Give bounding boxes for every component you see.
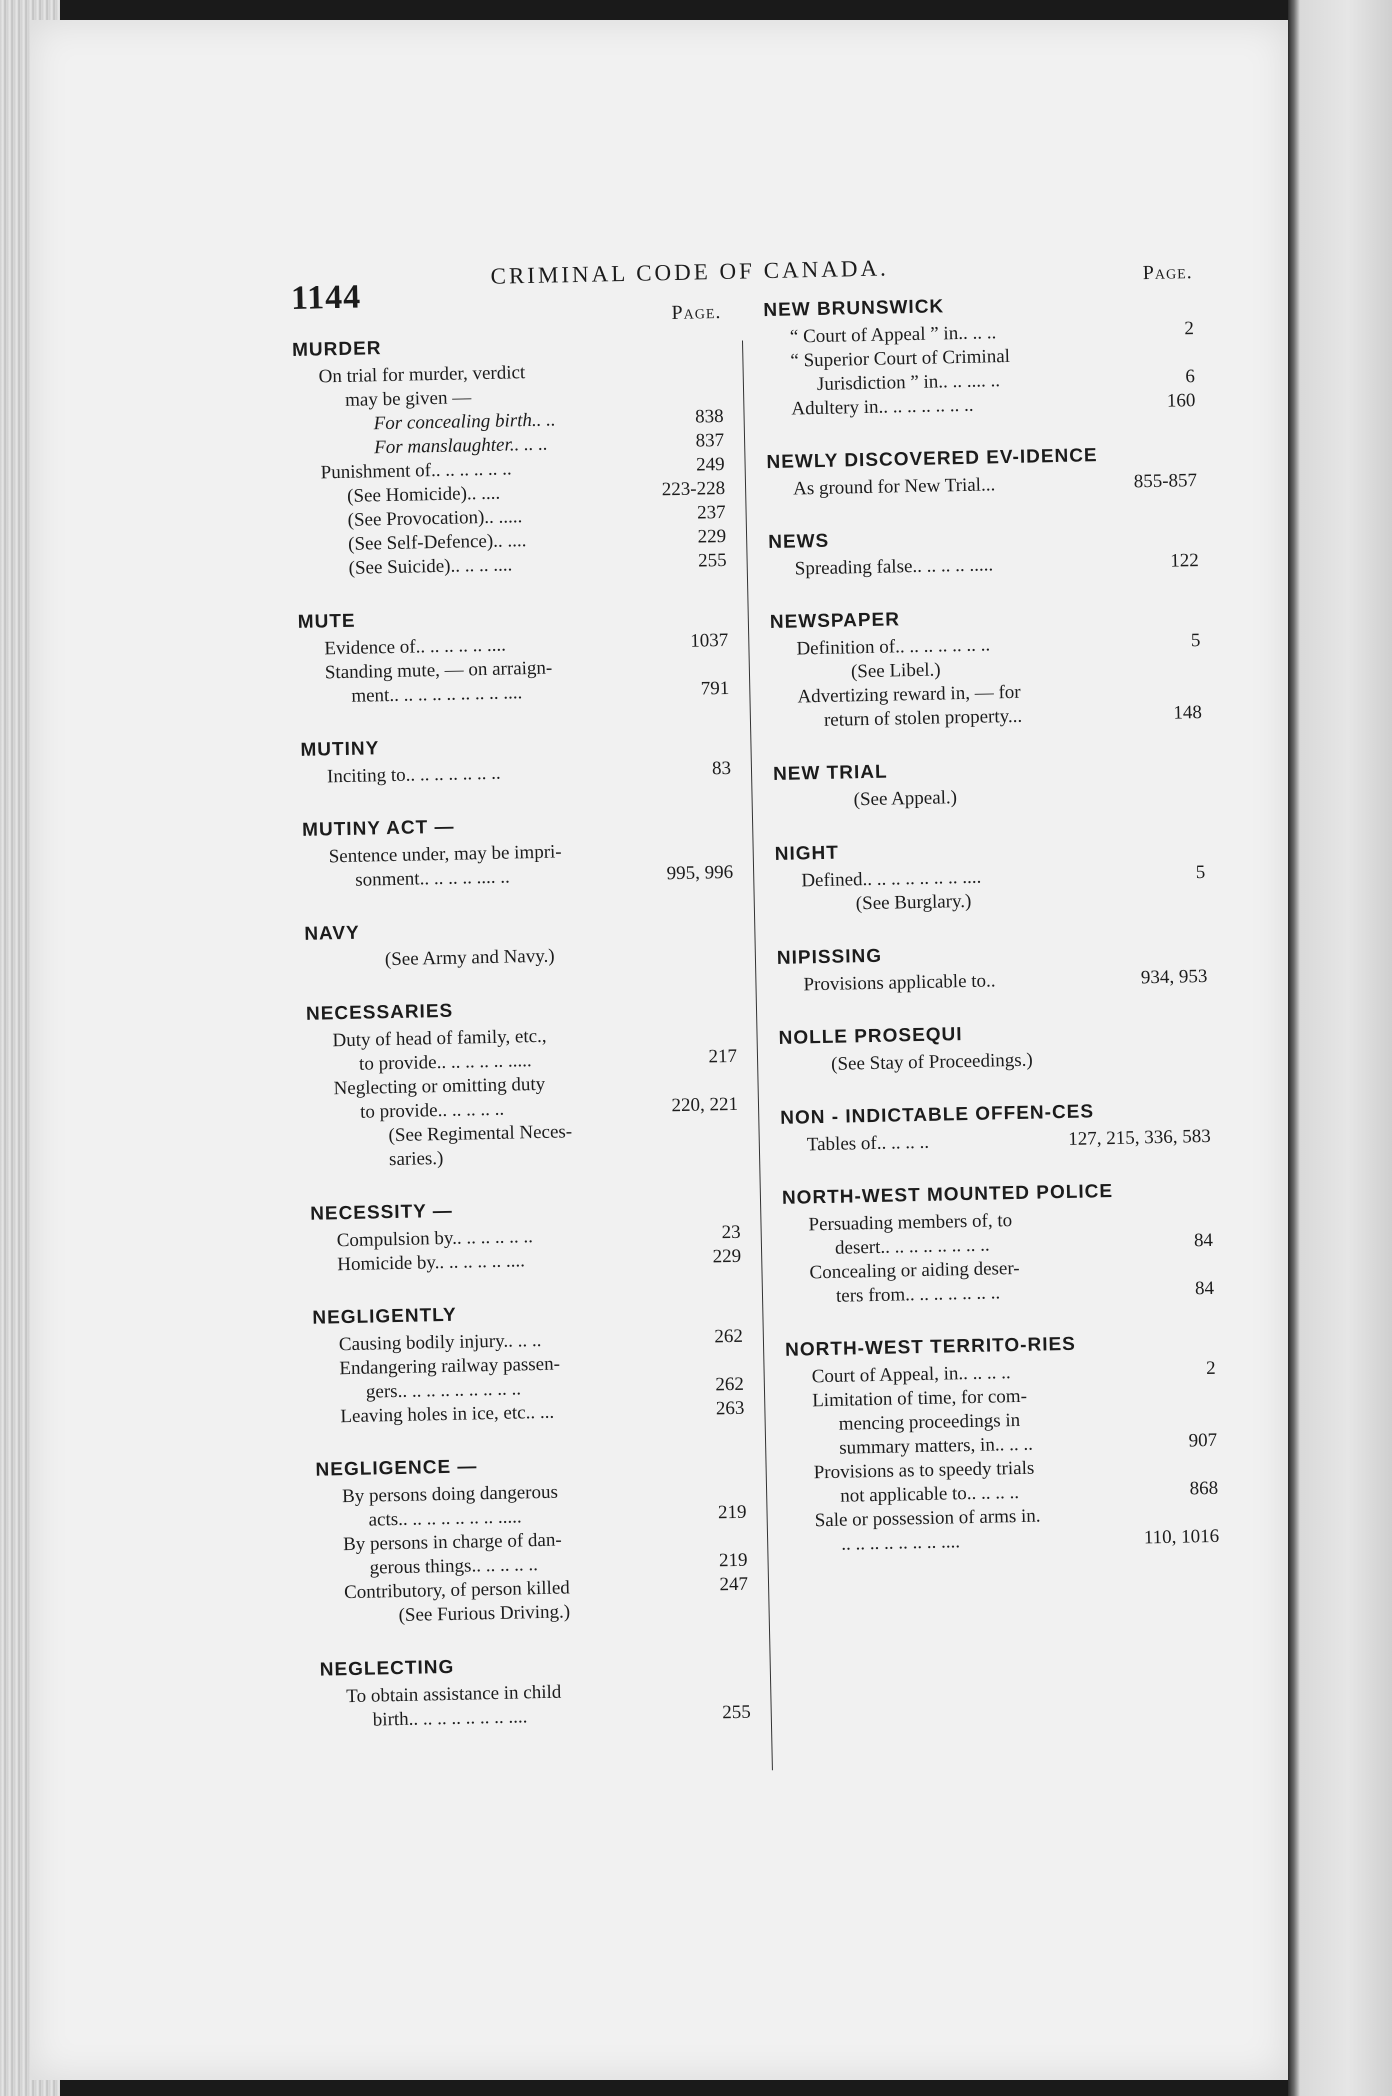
page-number: 1144 xyxy=(290,278,362,317)
page-reference: 6 xyxy=(1185,366,1196,388)
page-reference: 934, 953 xyxy=(1140,965,1208,989)
index-entry xyxy=(310,1195,741,1278)
entry-text: Neglecting or omitting duty xyxy=(333,1073,546,1100)
entry-text: (See Army and Navy.) xyxy=(384,945,555,971)
entry-text: (See Provocation).. ..... xyxy=(347,506,523,531)
page-reference: 855-857 xyxy=(1133,470,1198,493)
page-reference: 110, 1016 xyxy=(1143,1525,1220,1549)
index-entry xyxy=(306,995,739,1174)
entry-heading: NORTH-WEST TERRITO-RIES xyxy=(784,1333,1077,1361)
entry-line xyxy=(781,1125,1211,1158)
page-reference: 122 xyxy=(1169,550,1199,572)
page-reference: 220, 221 xyxy=(671,1093,739,1117)
entry-text: Jurisdiction ” in.. .. .... .. xyxy=(816,370,1001,395)
right-column xyxy=(763,261,1220,1588)
entry-text: Concealing or aiding deser- xyxy=(809,1257,1020,1284)
entry-heading: NEWS xyxy=(768,530,830,554)
entry-text: For manslaughter.. .. .. xyxy=(373,433,548,459)
entry-line xyxy=(301,757,731,790)
page-reference: 5 xyxy=(1195,861,1206,884)
page-reference: 868 xyxy=(1189,1477,1219,1500)
index-entry xyxy=(315,1451,748,1630)
page-reference: 219 xyxy=(718,1549,748,1572)
running-title: CRIMINAL CODE OF CANADA. xyxy=(490,255,890,289)
index-entry xyxy=(320,1651,751,1734)
page-reference: 2 xyxy=(1205,1357,1216,1380)
entry-line xyxy=(777,965,1207,998)
index-entry xyxy=(773,755,1204,814)
entry-text: gers.. .. .. .. .. .. .. .. .. xyxy=(365,1378,522,1403)
right-column-label: Page. xyxy=(1142,261,1193,285)
entry-text: Persuading members of, to xyxy=(808,1210,1013,1236)
page-reference: 127, 215, 336, 583 xyxy=(1068,1125,1211,1150)
entry-heading: NOLLE PROSEQUI xyxy=(778,1024,963,1049)
entry-heading: NORTH-WEST MOUNTED POLICE xyxy=(781,1180,1114,1209)
entry-line xyxy=(779,1045,1209,1078)
entry-text: Provisions applicable to.. xyxy=(803,970,996,996)
entry-text: “ Superior Court of Criminal xyxy=(790,345,1011,372)
entry-text: not applicable to.. .. .. .. xyxy=(840,1482,1020,1507)
page-reference: 247 xyxy=(719,1573,749,1596)
entry-heading: NAVY xyxy=(304,922,360,945)
entry-text: On trial for murder, verdict xyxy=(318,362,526,388)
left-column xyxy=(291,301,751,1764)
page-reference: 229 xyxy=(697,525,727,548)
entry-text: Sentence under, may be impri- xyxy=(328,841,562,868)
page-reference: 263 xyxy=(715,1397,745,1420)
entry-text: gerous things.. .. .. .. .. xyxy=(369,1554,539,1579)
page-reference: 237 xyxy=(696,501,726,524)
entry-text: sonment.. .. .. .. .... .. xyxy=(354,866,511,891)
entry-text: return of stolen property... xyxy=(823,705,1023,731)
page-reference: 995, 996 xyxy=(666,861,734,885)
entry-line xyxy=(305,941,735,974)
entry-text: Leaving holes in ice, etc.. ... xyxy=(340,1401,555,1428)
entry-text: (See Suicide).. .. .. .... xyxy=(348,554,513,579)
entry-text: may be given — xyxy=(344,387,472,411)
entry-text: Definition of.. .. .. .. .. .. .. xyxy=(796,634,991,660)
entry-text: Endangering railway passen- xyxy=(339,1353,561,1380)
page-reference: 837 xyxy=(695,429,725,452)
entry-text: Inciting to.. .. .. .. .. .. .. xyxy=(326,762,501,788)
entry-text: (See Libel.) xyxy=(850,659,941,683)
entry-text: summary matters, in.. .. .. xyxy=(838,1433,1034,1459)
entry-heading: NEWLY DISCOVERED EV-IDENCE xyxy=(766,445,1098,474)
entry-text: birth.. .. .. .. .. .. .. .... xyxy=(372,1706,528,1731)
index-entry xyxy=(298,603,730,710)
index-entry xyxy=(778,1019,1209,1078)
page-reference: 229 xyxy=(712,1245,742,1268)
page-reference: 84 xyxy=(1193,1229,1214,1252)
index-entry xyxy=(766,443,1197,502)
entry-text: acts.. .. .. .. .. .. .. ..... xyxy=(368,1506,522,1531)
page-reference: 791 xyxy=(700,677,730,700)
page-reference: 219 xyxy=(717,1501,747,1524)
entry-text: Causing bodily injury.. .. .. xyxy=(338,1329,542,1356)
entry-line xyxy=(769,549,1199,582)
entry-line xyxy=(773,781,1203,814)
page-content xyxy=(290,230,1284,1870)
entry-heading: MUTINY xyxy=(300,738,380,761)
entry-heading: NIPISSING xyxy=(776,945,883,969)
entry-text: Limitation of time, for com- xyxy=(811,1385,1028,1412)
index-entry xyxy=(777,939,1208,998)
entry-text: Adultery in.. .. .. .. .. .. .. xyxy=(791,394,974,420)
page-reference: 255 xyxy=(722,1701,751,1724)
entry-text: ters from.. .. .. .. .. .. .. xyxy=(835,1282,1001,1307)
entry-text: Evidence of.. .. .. .. .. .... xyxy=(324,634,507,660)
entry-text: to provide.. .. .. .. .. xyxy=(359,1098,505,1123)
entry-text: By persons doing dangerous xyxy=(341,1481,559,1508)
entry-text: Spreading false.. .. .. .. ..... xyxy=(794,554,994,580)
entry-heading: MUTINY ACT — xyxy=(301,816,455,841)
index-entry xyxy=(300,731,731,790)
index-entry xyxy=(292,331,727,582)
entry-heading: NON - INDICTABLE OFFEN-CES xyxy=(780,1101,1095,1129)
index-entry xyxy=(780,1099,1211,1158)
entry-text: Sale or possession of arms in. xyxy=(814,1505,1041,1532)
page-reference: 262 xyxy=(715,1373,745,1396)
page-reference: 255 xyxy=(697,549,727,572)
entry-line xyxy=(767,469,1197,502)
entry-text: By persons in charge of dan- xyxy=(342,1529,562,1556)
index-entry xyxy=(775,835,1206,918)
page-reference: 838 xyxy=(694,405,724,428)
entry-text: mencing proceedings in xyxy=(838,1409,1021,1435)
index-entry xyxy=(312,1299,744,1430)
page-reference: 148 xyxy=(1173,702,1203,724)
entry-heading: NEW BRUNSWICK xyxy=(763,296,945,322)
entry-text: Defined.. .. .. .. .. .. .. .... xyxy=(801,866,982,892)
page-reference: 249 xyxy=(695,453,725,476)
entry-text: .. .. .. .. .. .. .. .... xyxy=(841,1531,961,1555)
page-reference: 217 xyxy=(708,1045,738,1068)
entry-text: to provide.. .. .. .. .. ..... xyxy=(358,1050,532,1075)
index-entry xyxy=(768,523,1199,582)
entry-heading: NEGLIGENCE — xyxy=(315,1456,478,1481)
entry-text: Standing mute, — on arraign- xyxy=(324,657,553,684)
entry-text: (See Furious Driving.) xyxy=(398,1601,571,1627)
page-reference: 262 xyxy=(714,1325,744,1348)
entry-text: As ground for New Trial... xyxy=(792,474,996,500)
entry-text: Duty of head of family, etc., xyxy=(332,1025,547,1052)
entry-text: (See Regimental Neces- xyxy=(388,1121,573,1147)
left-column-label: Page. xyxy=(671,300,722,325)
entry-text: Provisions as to speedy trials xyxy=(813,1457,1035,1484)
facing-page-edge xyxy=(1288,0,1392,2096)
entry-text: “ Court of Appeal ” in.. .. .. xyxy=(789,322,997,348)
entry-text: saries.) xyxy=(388,1147,444,1171)
entry-heading: NEWSPAPER xyxy=(769,609,901,634)
index-entry xyxy=(302,811,733,894)
index-entry xyxy=(785,1331,1219,1558)
entry-text: ment.. .. .. .. .. .. .. .. .... xyxy=(351,682,523,707)
page-reference: 223-228 xyxy=(661,477,726,501)
entry-heading: NEGLIGENTLY xyxy=(312,1304,457,1329)
page-reference: 23 xyxy=(721,1221,741,1244)
page-reference: 2 xyxy=(1184,318,1195,340)
index-entry xyxy=(770,603,1202,734)
entry-text: Advertizing reward in, — for xyxy=(797,681,1021,708)
page-reference: 907 xyxy=(1188,1429,1218,1452)
entry-text: Contributory, of person killed xyxy=(343,1577,570,1604)
entry-heading: NIGHT xyxy=(774,842,840,865)
entry-heading: NECESSARIES xyxy=(305,1000,454,1025)
entry-text: For concealing birth.. .. xyxy=(373,409,556,435)
entry-text: desert.. .. .. .. .. .. .. .. xyxy=(834,1234,990,1259)
entry-text: (See Stay of Proceedings.) xyxy=(830,1049,1033,1075)
entry-text: (See Appeal.) xyxy=(853,787,958,811)
index-entry xyxy=(782,1179,1214,1310)
entry-text: (See Burglary.) xyxy=(855,890,972,915)
entry-heading: NECESSITY — xyxy=(309,1200,454,1225)
entry-text: (See Self-Defence).. .... xyxy=(347,530,527,555)
page-reference: 160 xyxy=(1166,390,1196,412)
entry-heading: MUTE xyxy=(297,610,356,633)
entry-text: Punishment of.. .. .. .. .. .. xyxy=(320,458,512,484)
page-reference: 1037 xyxy=(690,629,729,652)
entry-text: To obtain assistance in child xyxy=(346,1681,562,1708)
page-reference: 84 xyxy=(1194,1277,1215,1300)
index-entry xyxy=(763,291,1195,422)
entry-heading: NEW TRIAL xyxy=(772,761,888,785)
entry-text: Homicide by.. .. .. .. .. .... xyxy=(337,1250,526,1276)
page-reference: 5 xyxy=(1190,630,1201,652)
entry-text: Court of Appeal, in.. .. .. .. xyxy=(811,1362,1011,1388)
entry-text: (See Homicide).. .... xyxy=(346,482,501,507)
page-reference: 83 xyxy=(711,757,732,780)
entry-text: Tables of.. .. .. .. xyxy=(806,1131,930,1156)
entry-heading: NEGLECTING xyxy=(319,1656,455,1681)
index-entry xyxy=(304,915,735,974)
entry-text: Compulsion by.. .. .. .. .. .. xyxy=(336,1226,534,1252)
entry-heading: MURDER xyxy=(291,338,382,361)
